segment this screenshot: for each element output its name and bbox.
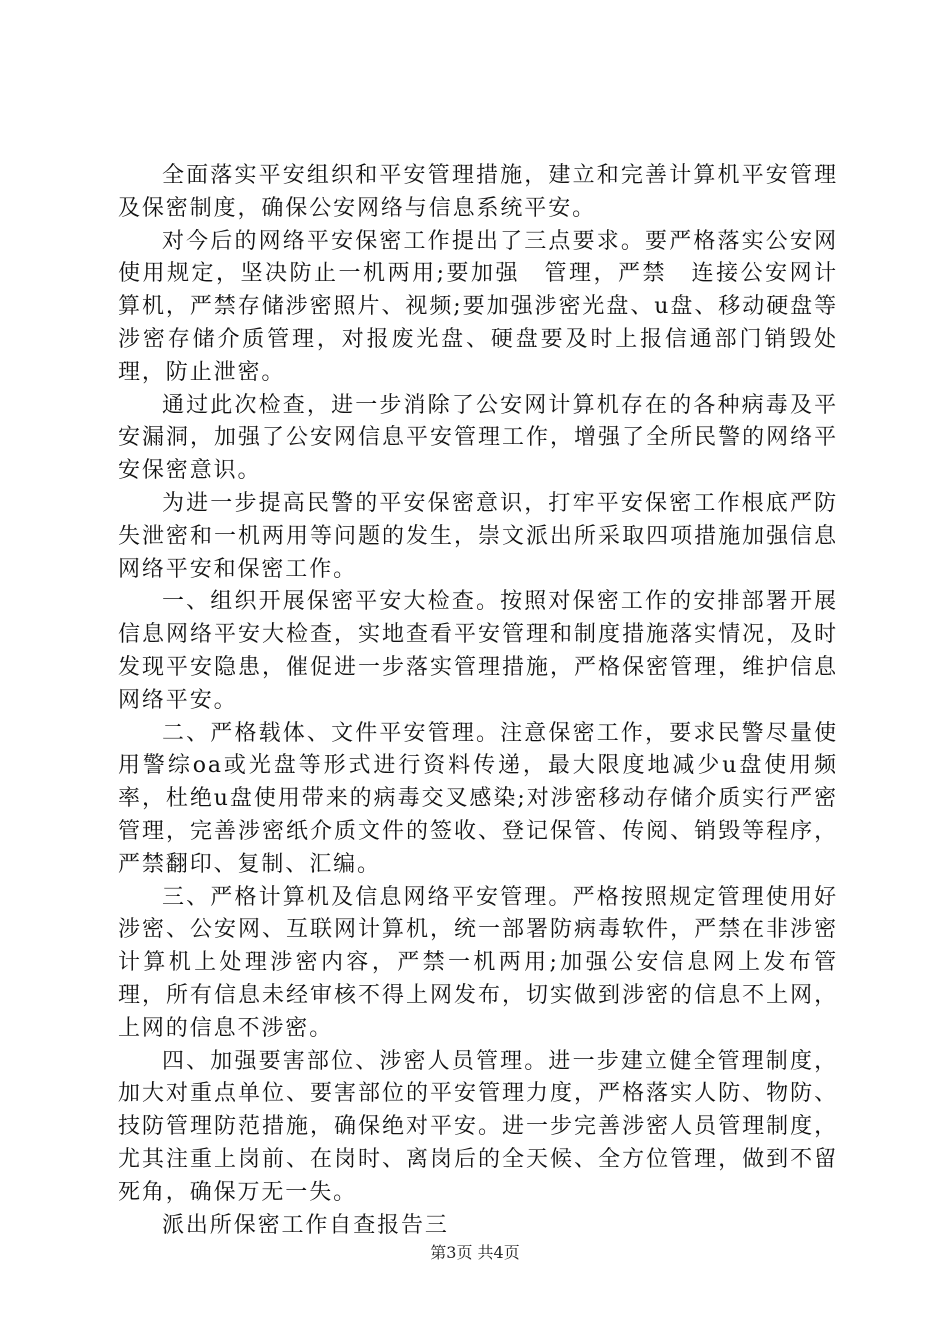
document-body [118, 160, 838, 1242]
page-number-footer: 第3页 共4页 [430, 1243, 520, 1262]
paragraph-8: 四、加强要害部位、涉密人员管理。进一步建立健全管理制度，加大对重点单位、要害部位的平安管理力度，严格落实人防、物防、技防管理防范措施，确保绝对平安。进一步完善涉密人员管理制度，尤其注重上岗前、在岗时、离岗后的全天候、全方位管理，做到不留死角，确保万无一失。 [118, 1048, 838, 1205]
paragraph-4: 为进一步提高民警的平安保密意识，打牢平安保密工作根底严防失泄密和一机两用等问题的发生，崇文派出所采取四项措施加强信息网络平安和保密工作。 [118, 490, 838, 582]
paragraph-2: 对今后的网络平安保密工作提出了三点要求。要严格落实公安网使用规定，坚决防止一机两用;要加强 管理，严禁 连接公安网计算机，严禁存储涉密照片、视频;要加强涉密光盘、u盘、移动硬盘等涉密存储介质管理，对报废光盘、硬盘要及时上报信通部门销毁处理，防止泄密。 [118, 228, 838, 385]
paragraph-7: 三、严格计算机及信息网络平安管理。严格按照规定管理使用好涉密、公安网、互联网计算机，统一部署防病毒软件，严禁在非涉密计算机上处理涉密内容，严禁一机两用;加强公安信息网上发布管理，所有信息未经审核不得上网发布，切实做到涉密的信息不上网，上网的信息不涉密。 [118, 884, 838, 1041]
paragraph-6: 二、严格载体、文件平安管理。注意保密工作，要求民警尽量使用警综oa或光盘等形式进行资料传递，最大限度地减少u盘使用频率，杜绝u盘使用带来的病毒交叉感染;对涉密移动存储介质实行严密管理，完善涉密纸介质文件的签收、登记保管、传阅、销毁等程序，严禁翻印、复制、汇编。 [118, 720, 838, 877]
paragraph-3: 通过此次检查，进一步消除了公安网计算机存在的各种病毒及平安漏洞，加强了公安网信息平安管理工作，增强了全所民警的网络平安保密意识。 [118, 392, 838, 484]
paragraph-1: 全面落实平安组织和平安管理措施，建立和完善计算机平安管理及保密制度，确保公安网络与信息系统平安。 [118, 163, 838, 221]
section-heading: 派出所保密工作自查报告三 [162, 1212, 449, 1238]
paragraph-5: 一、组织开展保密平安大检查。按照对保密工作的安排部署开展信息网络平安大检查，实地查看平安管理和制度措施落实情况，及时发现平安隐患，催促进一步落实管理措施，严格保密管理，维护信息网络平安。 [118, 589, 838, 713]
